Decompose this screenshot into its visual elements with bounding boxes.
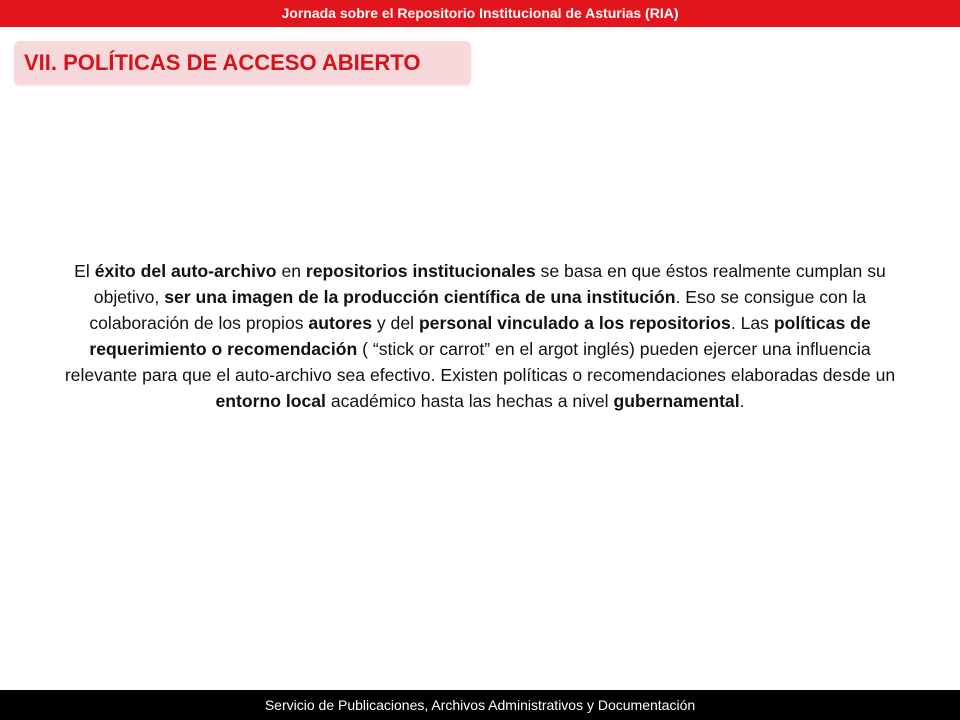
text-run: El	[74, 261, 95, 281]
section-title: VII. POLÍTICAS DE ACCESO ABIERTO	[14, 41, 471, 85]
text-run-bold: gubernamental	[613, 391, 740, 411]
text-run-bold: repositorios institucionales	[305, 261, 536, 281]
text-run: . Eso se consigue con la colaboración de los propios	[89, 287, 867, 333]
body-paragraph	[60, 258, 900, 414]
text-run: .	[739, 391, 745, 411]
text-run: en	[276, 261, 306, 281]
text-run: ( “stick or carrot” en el argot inglés) pueden ejercer una influencia relevante para que el auto-archivo sea efectivo. Existen políticas o recomendaciones elaboradas desde un	[64, 339, 896, 385]
text-run: académico hasta las hechas a nivel	[325, 391, 614, 411]
text-run-bold: autores	[308, 313, 372, 333]
header-title: Jornada sobre el Repositorio Institucional de Asturias (RIA)	[0, 0, 960, 27]
text-run: y del	[371, 313, 419, 333]
text-run-bold: ser una imagen de la producción científica de una institución	[164, 287, 676, 307]
text-run-bold: políticas de requerimiento o recomendación	[89, 313, 871, 359]
text-run: se basa en que éstos realmente cumplan su objetivo,	[93, 261, 886, 307]
text-run-bold: personal vinculado a los repositorios	[418, 313, 731, 333]
text-run: . Las	[730, 313, 774, 333]
footer-text: Servicio de Publicaciones, Archivos Administrativos y Documentación	[0, 690, 960, 720]
text-run-bold: entorno local	[215, 391, 326, 411]
text-run-bold: éxito del auto-archivo	[94, 261, 277, 281]
